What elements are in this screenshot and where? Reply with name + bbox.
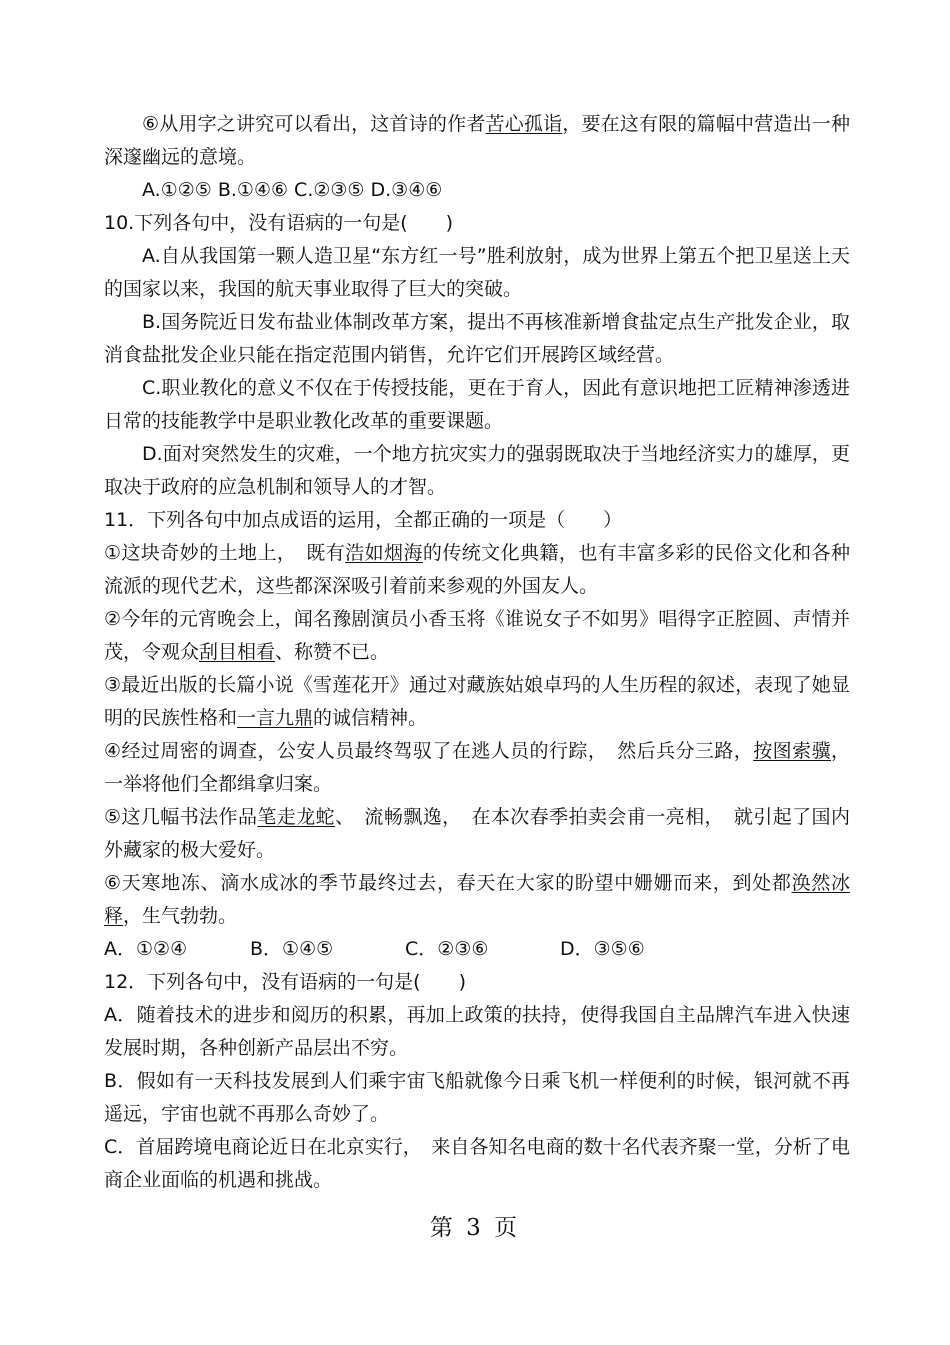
q10-stem: 10.下列各句中，没有语病的一句是( ) xyxy=(104,212,454,234)
q10-option-d: D.面对突然发生的灾难，一个地方抗灾实力的强弱既取决于当地经济实力的雄厚，更取决于政府的应急机制和领导人的才智。 xyxy=(104,443,850,498)
idiom-underlined: 苦心孤诣 xyxy=(485,113,563,135)
q11-option-b: B．①④⑤ xyxy=(250,938,334,960)
q11-option-a: A．①②④ xyxy=(104,938,188,960)
q11-item-4: ④经过周密的调查，公安人员最终驾驭了在逃人员的行踪， 然后兵分三路，按图索骥，一举将他们全都缉拿归案。 xyxy=(104,740,850,795)
q11-options xyxy=(104,933,850,966)
idiom-underlined: 涣然冰释 xyxy=(104,872,850,927)
idiom-underlined: 一言九鼎 xyxy=(237,707,314,729)
q10-option-b: B.国务院近日发布盐业体制改革方案，提出不再核准新增食盐定点生产批发企业，取消食盐批发企业只能在指定范围内销售，允许它们开展跨区域经营。 xyxy=(104,311,850,366)
q12-option-c: C．首届跨境电商论近日在北京实行， 来自各知名电商的数十名代表齐聚一堂，分析了电商企业面临的机遇和挑战。 xyxy=(104,1136,850,1191)
q11-item-6: ⑥天寒地冻、滴水成冰的季节最终过去，春天在大家的盼望中姗姗而来，到处都涣然冰释，生气勃勃。 xyxy=(104,872,850,927)
q9-options: A.①②⑤ B.①④⑥ C.②③⑤ D.③④⑥ xyxy=(142,179,443,201)
idiom-underlined: 按图索骥 xyxy=(753,740,831,762)
q12-stem: 12．下列各句中，没有语病的一句是( ) xyxy=(104,971,467,993)
q11-option-d: D．③⑤⑥ xyxy=(560,938,645,960)
q9-item-6: ⑥从用字之讲究可以看出，这首诗的作者苦心孤诣，要在这有限的篇幅中营造出一种深邃幽远的意境。 xyxy=(104,113,850,168)
q12-option-a: A．随着技术的进步和阅历的积累，再加上政策的扶持，使得我国自主品牌汽车进入快速发展时期，各种创新产品层出不穷。 xyxy=(104,1004,850,1059)
page-number: 第 3 页 xyxy=(429,1215,521,1241)
q11-item-5: ⑤这几幅书法作品笔走龙蛇、 流畅飘逸， 在本次春季拍卖会甫一亮相， 就引起了国内外藏家的极大爱好。 xyxy=(104,806,850,861)
idiom-underlined: 笔走龙蛇 xyxy=(257,806,336,828)
q11-item-2: ②今年的元宵晚会上，闻名豫剧演员小香玉将《谁说女子不如男》唱得字正腔圆、声情并茂，令观众刮目相看、称赞不已。 xyxy=(104,608,850,663)
q10-option-c: C.职业教化的意义不仅在于传授技能，更在于育人，因此有意识地把工匠精神渗透进日常的技能教学中是职业教化改革的重要课题。 xyxy=(104,377,850,432)
q10-option-a: A.自从我国第一颗人造卫星“东方红一号”胜利放射，成为世界上第五个把卫星送上天的国家以来，我国的航天事业取得了巨大的突破。 xyxy=(104,245,850,300)
q12-option-b: B．假如有一天科技发展到人们乘宇宙飞船就像今日乘飞机一样便利的时候，银河就不再遥远，宇宙也就不再那么奇妙了。 xyxy=(104,1070,850,1125)
q11-item-3: ③最近出版的长篇小说《雪莲花开》通过对藏族姑娘卓玛的人生历程的叙述，表现了她显明的民族性格和一言九鼎的诚信精神。 xyxy=(104,674,850,729)
idiom-underlined: 浩如烟海 xyxy=(345,542,423,564)
idiom-underlined: 刮目相看 xyxy=(199,641,276,663)
q11-item-1: ①这块奇妙的土地上， 既有浩如烟海的传统文化典籍，也有丰富多彩的民俗文化和各种流派的现代艺术，这些都深深吸引着前来参观的外国友人。 xyxy=(104,542,850,597)
q11-stem: 11．下列各句中加点成语的运用，全都正确的一项是（ ） xyxy=(104,509,623,531)
q11-option-c: C．②③⑥ xyxy=(405,938,489,960)
